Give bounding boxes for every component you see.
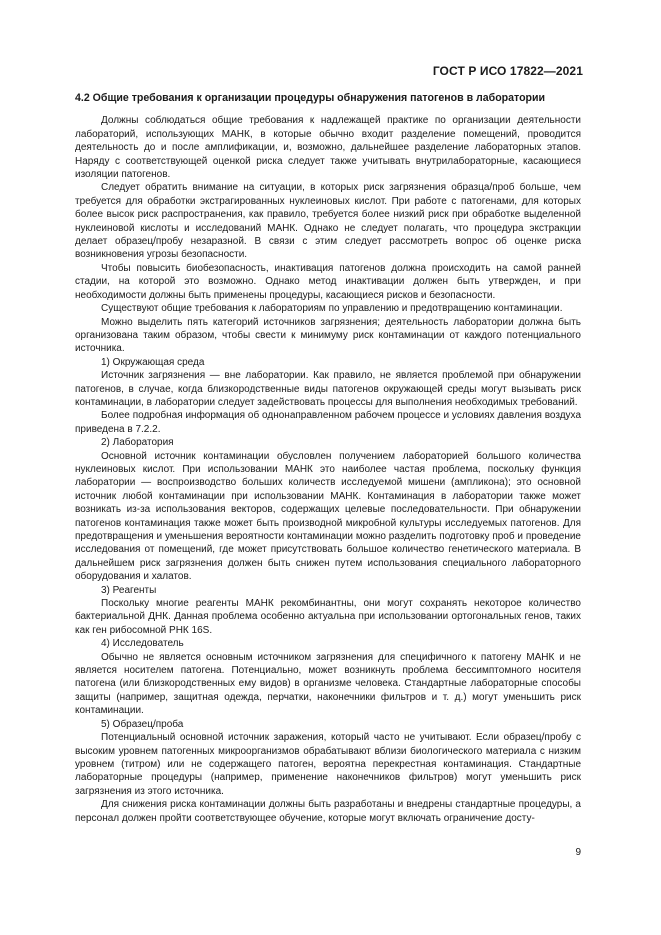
paragraph: Для снижения риска контаминации должны быть разработаны и внедрены стандартные процедуры, а персонал должен пройти соответствующее обучение, которые могут включать ограничение досту- [75,799,581,824]
paragraph: Основной источник контаминации обусловлен получением лабораторией большого количества нуклеиновых кислот. При использовании МАНК это наиболее частая проблема, поскольку функция лаборатории — воспроизводство больших количеств исследуемой мишени (ампликона); это основной источник любой контаминации при использовании МАНК. Контаминация в лаборатории также может возникать из-за использования векторов, содержащих целевые последовательности. При обнаружении патогенов контаминация также может быть производной микробной культуры исследуемых патогенов. Для предотвращения и уменьшения вероятности контаминации можно разделить подготовку проб и проведение исследования от помещений, где может присутствовать большое количество генетического материала. В дальнейшем риск загрязнения должен быть снижен путем использования специального лабораторного оборудования и халатов. [75,450,581,583]
section-heading: 4.2 Общие требования к организации процедуры обнаружения патогенов в лаборатории [75,92,546,104]
page-number: 9 [575,847,581,858]
document-body [75,92,581,825]
paragraph: Источник загрязнения — вне лаборатории. Как правило, не является проблемой при обнаружении патогенов, в случае, когда близкородственные виды патогенов окружающей среды могут вызывать риск контаминации, в лаборатории следует задействовать процессы для выполнения необходимых требований. [75,370,581,408]
paragraph: Потенциальный основной источник заражения, который часто не учитывают. Если образец/пробу с высоким уровнем патогенных микроорганизмов обрабатывают вблизи биологического материала с низким уровнем (титром) или не содержащего патоген, вероятна перекрестная контаминация. Стандартные лабораторные процедуры (например, применение наконечников фильтров) могут уменьшить риск загрязнения из этого источника. [75,732,581,797]
list-heading-reagents: 3) Реагенты [101,584,157,596]
paragraph: Существуют общие требования к лабораториям по управлению и предотвращению контаминации. [101,303,563,315]
list-heading-researcher: 4) Исследователь [101,638,184,650]
paragraph: Чтобы повысить биобезопасность, инактивация патогенов должна происходить на самой ранней стадии, на которой это возможно. Однако метод инактивации должен быть утвержден, и при необходимости должны быть применены процедуры, касающиеся рисков и безопасности. [75,262,581,301]
paragraph: Должны соблюдаться общие требования к надлежащей практике по организации деятельности лабораторий, использующих МАНК, в которые обычно входит разделение помещений, проводится деятельность до и после амплификации, и, возможно, дальнейшее разделение лабораторных этапов. Наряду с соответствующей оценкой риска следует также учитывать внутрилабораторные, касающиеся изоляции патогенов. [75,115,581,181]
paragraph: Более подробная информация об однонаправленном рабочем процессе и условиях давления воздуха приведена в 7.2.2. [75,410,581,435]
list-heading-environment: 1) Окружающая среда [101,356,205,368]
paragraph: Поскольку многие реагенты МАНК рекомбинантны, они могут сохранять некоторое количество бактериальной ДНК. Данная проблема особенно актуальна при использовании ортогональных генов, таких как ген рибосомной РНК 16S. [75,598,581,636]
list-heading-laboratory: 2) Лаборатория [101,437,174,449]
paragraph: Следует обратить внимание на ситуации, в которых риск загрязнения образца/проб больше, чем требуется для обработки экстрагированных нуклеиновых кислот. При работе с патогенами, для которых более высок риск распространения, как правило, требуется более низкий риск при обработке выделенной нуклеиновой кислоты и исследований МАНК. Однако не следует полагать, что процедура экстракции делает образец/пробу незаразной. В связи с этим следует рассмотреть вопрос об оценке риска возникновения угрозы безопасности. [75,182,581,261]
paragraph: Можно выделить пять категорий источников загрязнения; деятельность лаборатории должна быть организована таким образом, чтобы свести к минимуму риск контаминации от каждого потенциального источника. [75,316,581,355]
paragraph: Обычно не является основным источником загрязнения для специфичного к патогену МАНК и не является носителем патогена. Потенциально, может возникнуть проблема бессимптомного носителя патогена (или близкородственных ему видов) в организме человека. Стандартные лабораторные способы защиты (например, защитная одежда, перчатки, наконечники фильтров и т. д.) могут уменьшить риск контаминации. [75,651,581,717]
list-heading-sample: 5) Образец/проба [101,718,184,730]
standard-designation: ГОСТ Р ИСО 17822—2021 [432,64,583,78]
